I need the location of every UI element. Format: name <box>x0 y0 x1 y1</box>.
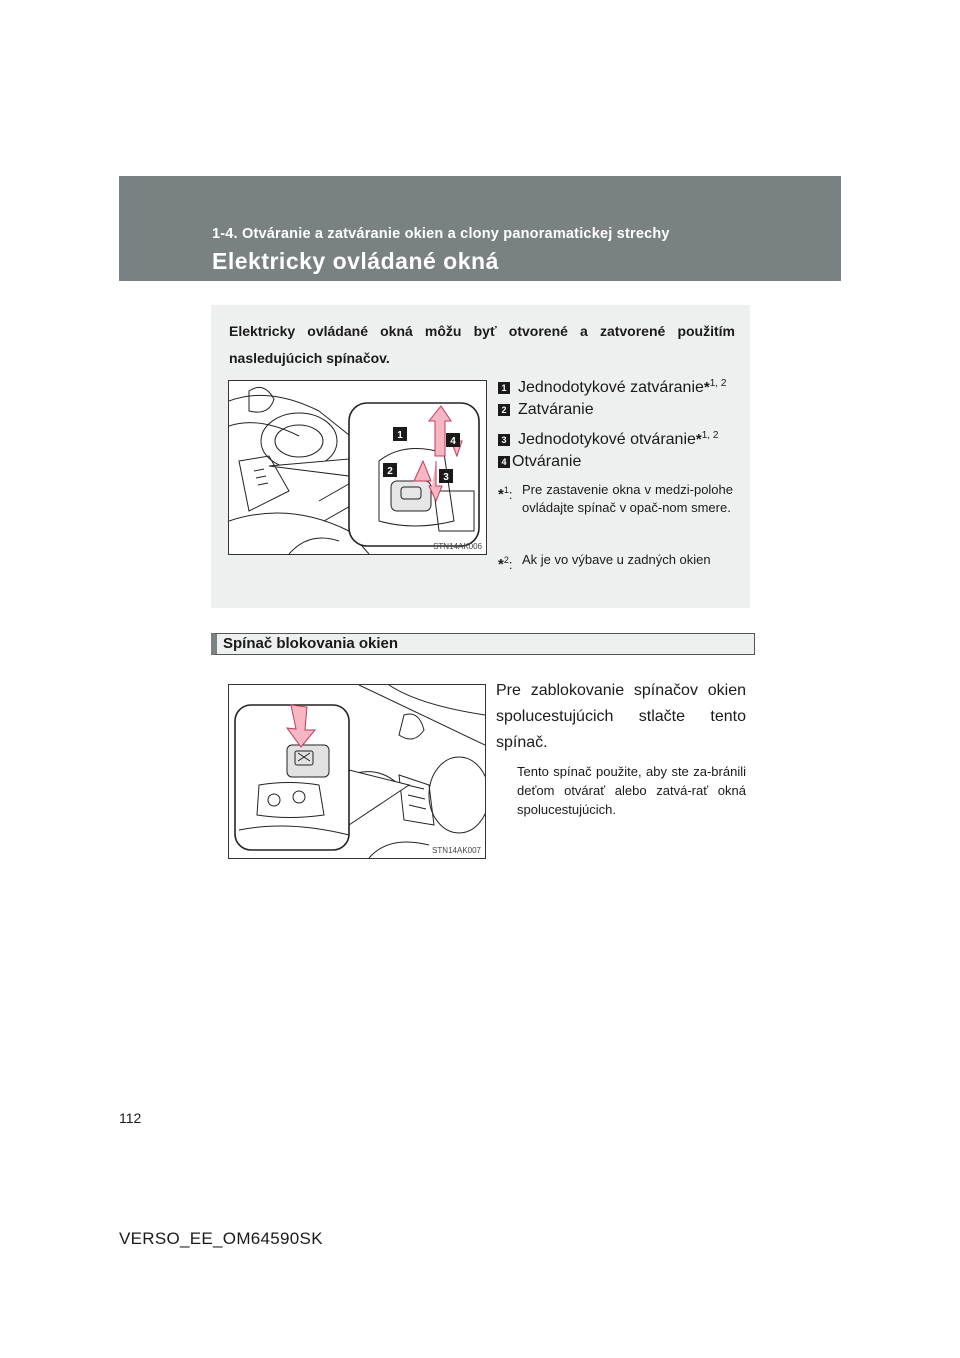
figure-code: STN14AK006 <box>433 542 482 551</box>
footnote-ref: 1, 2 <box>701 430 719 441</box>
number-box: 3 <box>498 434 510 446</box>
lock-switch-illustration <box>229 685 485 858</box>
legend-item <box>498 424 738 450</box>
asterisk: * <box>703 379 710 396</box>
section-heading <box>211 633 755 655</box>
footnote-2 <box>498 551 733 573</box>
legend-label: Zatváranie <box>518 401 594 418</box>
footnote-text: Ak je vo výbave u zadných okien <box>522 552 711 567</box>
intro-box <box>211 305 750 608</box>
lock-instruction: Pre zablokovanie spínačov okien spolucestujúcich stlačte tento spínač. <box>496 682 746 751</box>
intro-text: Elektricky ovládané okná môžu byť otvorené a zatvorené použitím nasledujúcich spínačov. <box>229 323 735 366</box>
page-title: Elektricky ovládané okná <box>212 248 499 274</box>
footnote-mark: *$^1$: <box>498 485 513 503</box>
legend-label: Otváranie <box>512 453 582 470</box>
number-box: 2 <box>498 404 510 416</box>
footnote-mark: *$^2$: <box>498 555 513 573</box>
legend-label: Jednodotykové zatváranie <box>518 379 704 396</box>
legend-item <box>498 450 738 476</box>
figure-callout-2-label: 2 <box>387 466 393 477</box>
number-box: 1 <box>498 382 510 394</box>
section-label: 1-4. Otváranie a zatváranie okien a clony panoramatickej strechy <box>212 226 670 242</box>
legend-label: Jednodotykové otváranie <box>518 431 696 448</box>
figure-callout-4-label: 4 <box>450 436 456 447</box>
page-number: 112 <box>119 1110 142 1126</box>
legend <box>498 372 738 476</box>
footnote-text: Pre zastavenie okna v medzi-polohe ovládajte spínač v opač-nom smere. <box>522 482 733 515</box>
window-switch-figure <box>228 380 487 555</box>
legend-item <box>498 372 738 398</box>
figure-callout-3-label: 3 <box>443 472 449 483</box>
footnote-ref: 1, 2 <box>709 378 727 389</box>
number-box: 4 <box>498 456 510 468</box>
footnote-1 <box>498 481 733 517</box>
header-band <box>119 176 841 281</box>
legend-item <box>498 398 738 424</box>
section-heading-text: Spínač blokovania okien <box>223 635 399 652</box>
lock-note: Tento spínač použite, aby ste za-bránili deťom otvárať alebo zatvá-rať okná spolucestujúcich. <box>517 764 746 817</box>
document-code: VERSO_EE_OM64590SK <box>119 1229 323 1248</box>
window-switch-illustration <box>229 381 486 554</box>
asterisk: * <box>695 431 702 448</box>
figure-code: STN14AK007 <box>432 846 481 855</box>
figure-callout-1-label: 1 <box>397 430 403 441</box>
lock-switch-figure <box>228 684 486 859</box>
